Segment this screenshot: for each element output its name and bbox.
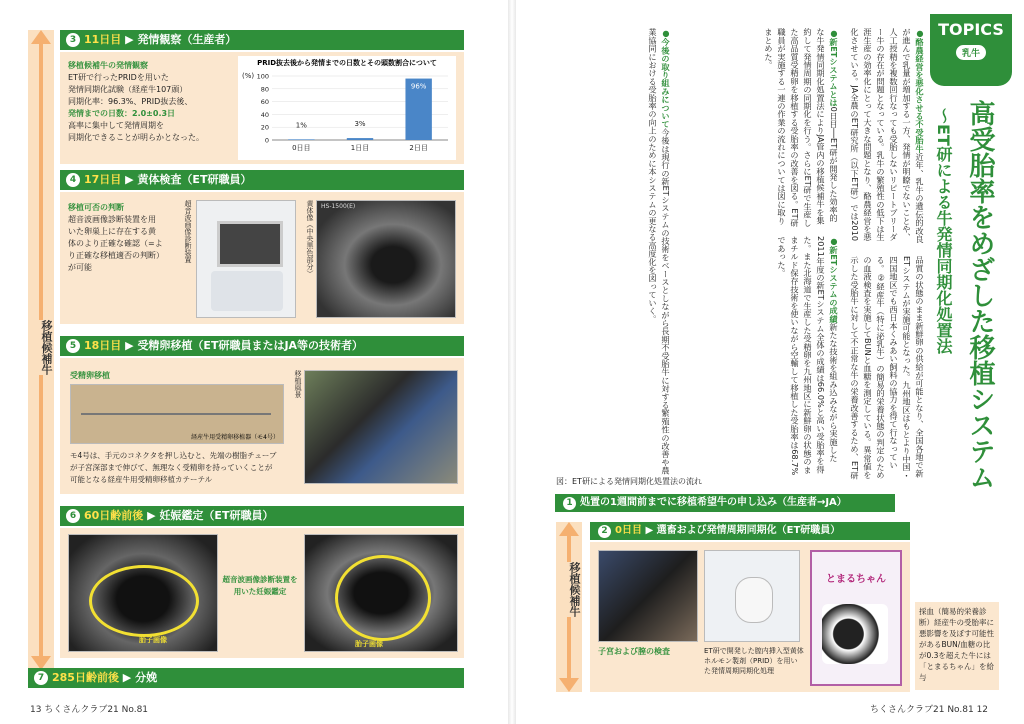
step5-text: [70, 450, 290, 486]
col5-text: 新たな技術を組み込みながら実施した2011年度の新ETシステム全体の成績は66.0%と高い受胎率を得た。また北海道で生産した受精卵を九州地区に新鮮卵の状態のままチルド保存技術を使いながら空輸して移植した受胎率は68.7%であった。: [777, 236, 839, 476]
step4-line: 移植可否の判断: [68, 203, 124, 212]
tomaru-chan-poster: [810, 550, 902, 686]
device-caption: 超音波画像診断装置: [184, 200, 192, 263]
chart-data-label: 96%: [410, 82, 427, 91]
chart-ytick: 20: [260, 123, 269, 132]
flow-step2-text: 選畜および発情周期同期化（ET研職員）: [656, 525, 841, 536]
col5-heading: ●新ETシステムの成績: [829, 236, 839, 323]
flow-step1-text: 処置の1週間前までに移植希望牛の申し込み（生産者→JA）: [580, 497, 847, 508]
col3: [540, 28, 672, 480]
flow-step2-panel: [590, 542, 910, 692]
col2-text: 0日目──ET研が開発した効率的な牛発情同期化処置法によりJA管内の移植候補牛を集約して発情周期の同期化を行う。さらにET研で生産した高品質受精卵を移植する受胎率の改善を図る。ET研職員が実施する一連の作業の流れについては図に取りまとめた。: [764, 28, 839, 227]
ultrasound-device-photo: [196, 200, 296, 318]
prid-chart-box: [238, 56, 456, 160]
fetus-ultrasound-1: [68, 534, 218, 652]
step4-panel: [60, 192, 464, 324]
right-footer: ちくさんクラブ21 No.81 12: [870, 705, 989, 715]
col4: [848, 256, 926, 480]
step4-day: 17日目: [84, 173, 122, 186]
poster-title: とまるちゃん: [826, 574, 886, 585]
exam-photo: [598, 550, 698, 642]
flow-step2: 2 0日目 ▶ 選畜および発情周期同期化（ET研職員）: [590, 522, 910, 540]
step5-header: 5 18日目 ▶ 受精卵移植（ET研職員またはJA等の技術者）: [60, 336, 464, 356]
step6-header: 6 60日齢前後 ▶ 妊娠鑑定（ET研職員）: [60, 506, 464, 526]
flow-step1: [555, 494, 895, 512]
step6-day: 60日齢前後: [84, 509, 144, 522]
step5-day: 18日目: [84, 339, 122, 352]
side-label-right: 移植候補牛: [556, 562, 582, 617]
side-arrow-right: [556, 522, 582, 692]
exam-caption: 子宮および膣の検査: [598, 647, 670, 656]
step4-line: 体のより正確な確認（=よ: [68, 239, 163, 248]
transplant-caption: 移植風景: [294, 370, 302, 398]
step5-line: が子宮深部まで伸びて、無理なく受精卵を持っていくことが: [70, 463, 273, 472]
blood-test-note: 採血（簡易的栄養診断）経産牛の受胎率に悪影響を及ぼす可能性があるBUN/血糖の比が0.3を超えた牛には「とまるちゃん」を給与: [915, 602, 999, 690]
fetus-label-2: 胎子画像: [355, 640, 383, 648]
side-arrow-left: [28, 30, 54, 670]
step4-line: り正確な移植適否の判断）: [68, 251, 164, 260]
chart-ytick: 40: [260, 110, 269, 119]
milk-tag: 乳牛: [956, 45, 986, 60]
col1-heading: ●酪農経営を悪化させる不受胎牛: [915, 28, 925, 153]
step5-line: 可能となる経産牛用受精卵移植カテーテル: [70, 475, 213, 484]
chart-ytick: 100: [256, 72, 269, 81]
chart-ytick: 60: [260, 98, 269, 107]
step3-day: 11日目: [84, 33, 122, 46]
col3-heading: ●今後の取り組みについて: [661, 28, 671, 129]
us-caption: 黄体像（中央黒色部分）: [306, 200, 314, 277]
chart-data-label: 3%: [354, 120, 366, 129]
step7-header: 7 285日齢前後 ▶ 分娩: [28, 668, 464, 688]
flow-step1-num: 1: [563, 497, 576, 510]
col3-text: 今後は現行の新ETシステムの技術をベースとしながら長期不受胎牛に対する繁殖性の改善や農業協同における受胎率の向上のために本システムの更なる高度化を図っていく。: [648, 28, 671, 475]
arrow-up-icon: [559, 522, 579, 536]
catheter-photo: [70, 384, 284, 444]
catheter-caption: 経産牛用受精卵移植器（モ4号）: [191, 434, 279, 441]
step5-title: 受精卵移植（ET研職員またはJA等の技術者）: [137, 339, 364, 352]
step3-line: 高率に集中して発情周期を: [68, 121, 164, 130]
col1: [848, 28, 926, 248]
chart-ytick: 0: [264, 136, 269, 145]
chart-title: PRID抜去後から発情までの日数とその頭数割合について: [257, 59, 437, 67]
chart-data-label: 1%: [295, 121, 307, 130]
chart-xtick: 2日目: [409, 144, 428, 152]
step3-panel: [60, 52, 464, 164]
cow-illustration: [822, 604, 888, 664]
flow-step2-num: 2: [598, 525, 611, 538]
step6-panel: [60, 528, 464, 658]
col2: [680, 28, 840, 228]
topics-label: TOPICS: [938, 20, 1004, 39]
step3-line: 同期化率：96.3%、PRID抜去後、: [68, 97, 193, 106]
side-label: 移植候補牛: [28, 320, 54, 375]
step3-title: 発情観察（生産者）: [137, 33, 237, 46]
chart-ytick: 80: [260, 85, 269, 94]
step5-panel: [60, 358, 464, 494]
transplant-scene-photo: [304, 370, 458, 484]
step3-num: 3: [66, 33, 80, 47]
step5-line: モ4号は、手元のコネクタを押し込むと、先端の樹脂チューブ: [70, 451, 277, 460]
gutter: [508, 0, 516, 724]
step5-photo-label: 受精卵移植: [70, 371, 110, 380]
fetus-label-1: 胎子画像: [139, 636, 167, 644]
chart-bar: [347, 138, 373, 140]
prid-device-photo: [704, 550, 800, 642]
us-brand: HS-1500(E): [321, 203, 356, 210]
step4-header: 4 17日目 ▶ 黄体検査（ET研職員）: [60, 170, 464, 190]
pregnancy-caption: 超音波画像診断装置を用いた妊娠鑑定: [222, 575, 298, 596]
step6-num: 6: [66, 509, 80, 523]
col5: [680, 236, 840, 480]
step3-line: 同期化できることが明らかとなった。: [68, 133, 204, 142]
step7-title: 分娩: [135, 671, 158, 684]
step5-num: 5: [66, 339, 80, 353]
chart-xtick: 0日目: [292, 144, 311, 152]
step4-num: 4: [66, 173, 80, 187]
left-footer: 13 ちくさんクラブ21 No.81: [30, 705, 149, 715]
step3-line: 発情までの日数：2.0±0.3日: [68, 109, 176, 118]
step6-title: 妊娠鑑定（ET研職員）: [159, 509, 274, 522]
step7-day: 285日齢前後: [52, 671, 119, 684]
article-subtitle: 〜ET研による牛発情同期化処置法: [934, 108, 953, 354]
chart-ylabel: (%): [242, 72, 255, 80]
step7-num: 7: [34, 671, 48, 685]
col1-text: 近年、乳牛の遺伝的改良が進んで乳量が増加する一方、発情が明瞭でないことや、人工授精を複数回行なっても受胎しないリピートブリーダー牛の存在が問題となっている。乳牛の繁殖性の低下は生涯生産の効率化にとって大きな問題となり、酪農経営を悪化させている。JA全農のET研究所（以下ET研）では2010: [850, 28, 925, 244]
prid-caption: ET研で開発した膣内挿入型黄体ホルモン製剤（PRID）を用いた発情周期同期化処理: [704, 647, 804, 675]
chart-bar: [288, 139, 314, 140]
fetus-ultrasound-2: [304, 534, 458, 652]
chart-xtick: 1日目: [350, 144, 370, 152]
step3-line: 発情同期化試験（経産牛107頭）: [68, 85, 188, 94]
step4-text: [68, 202, 178, 274]
step3-line: 移植候補牛の発情観察: [68, 61, 148, 70]
step3-line: ET研で行ったPRIDを用いた: [68, 73, 169, 82]
topics-badge: [930, 14, 1012, 86]
arrow-up-icon: [31, 30, 51, 44]
flow-step2-day: 0日目: [615, 525, 642, 536]
arrow-down-icon: [559, 678, 579, 692]
article-title: 高受胎率をめざした移植システム: [965, 100, 995, 490]
step3-header: 3 11日目 ▶ 発情観察（生産者）: [60, 30, 464, 50]
figure-caption: 図：ET研による発情同期化処置法の流れ: [556, 477, 702, 486]
step4-line: 超音波画像診断装置を用: [68, 215, 156, 224]
step4-title: 黄体検査（ET研職員）: [137, 173, 252, 186]
step3-text: [68, 60, 228, 144]
prid-bar-chart: [238, 68, 456, 158]
col4-text: 品質の状態のまま新鮮卵の供給が可能となり、全国各地で新ETシステムが実施可能となった。九州地区はもとより中国・四国地区でも西日本くみあい飼料の協力を得て行なっている。②経産牛（特に泌乳牛）の簡易的栄養状態の判定のための血液検査を実施してBUNと血糖を測定している。異常値を示した受胎牛に対して不正常な牛の栄養改善するため、ET研: [850, 256, 925, 480]
corpus-luteum-ultrasound: [316, 200, 456, 318]
step4-line: が可能: [68, 263, 92, 272]
step4-line: いた卵巣上に存在する黄: [68, 227, 156, 236]
col2-heading: ●新ETシステムとは: [829, 28, 839, 107]
